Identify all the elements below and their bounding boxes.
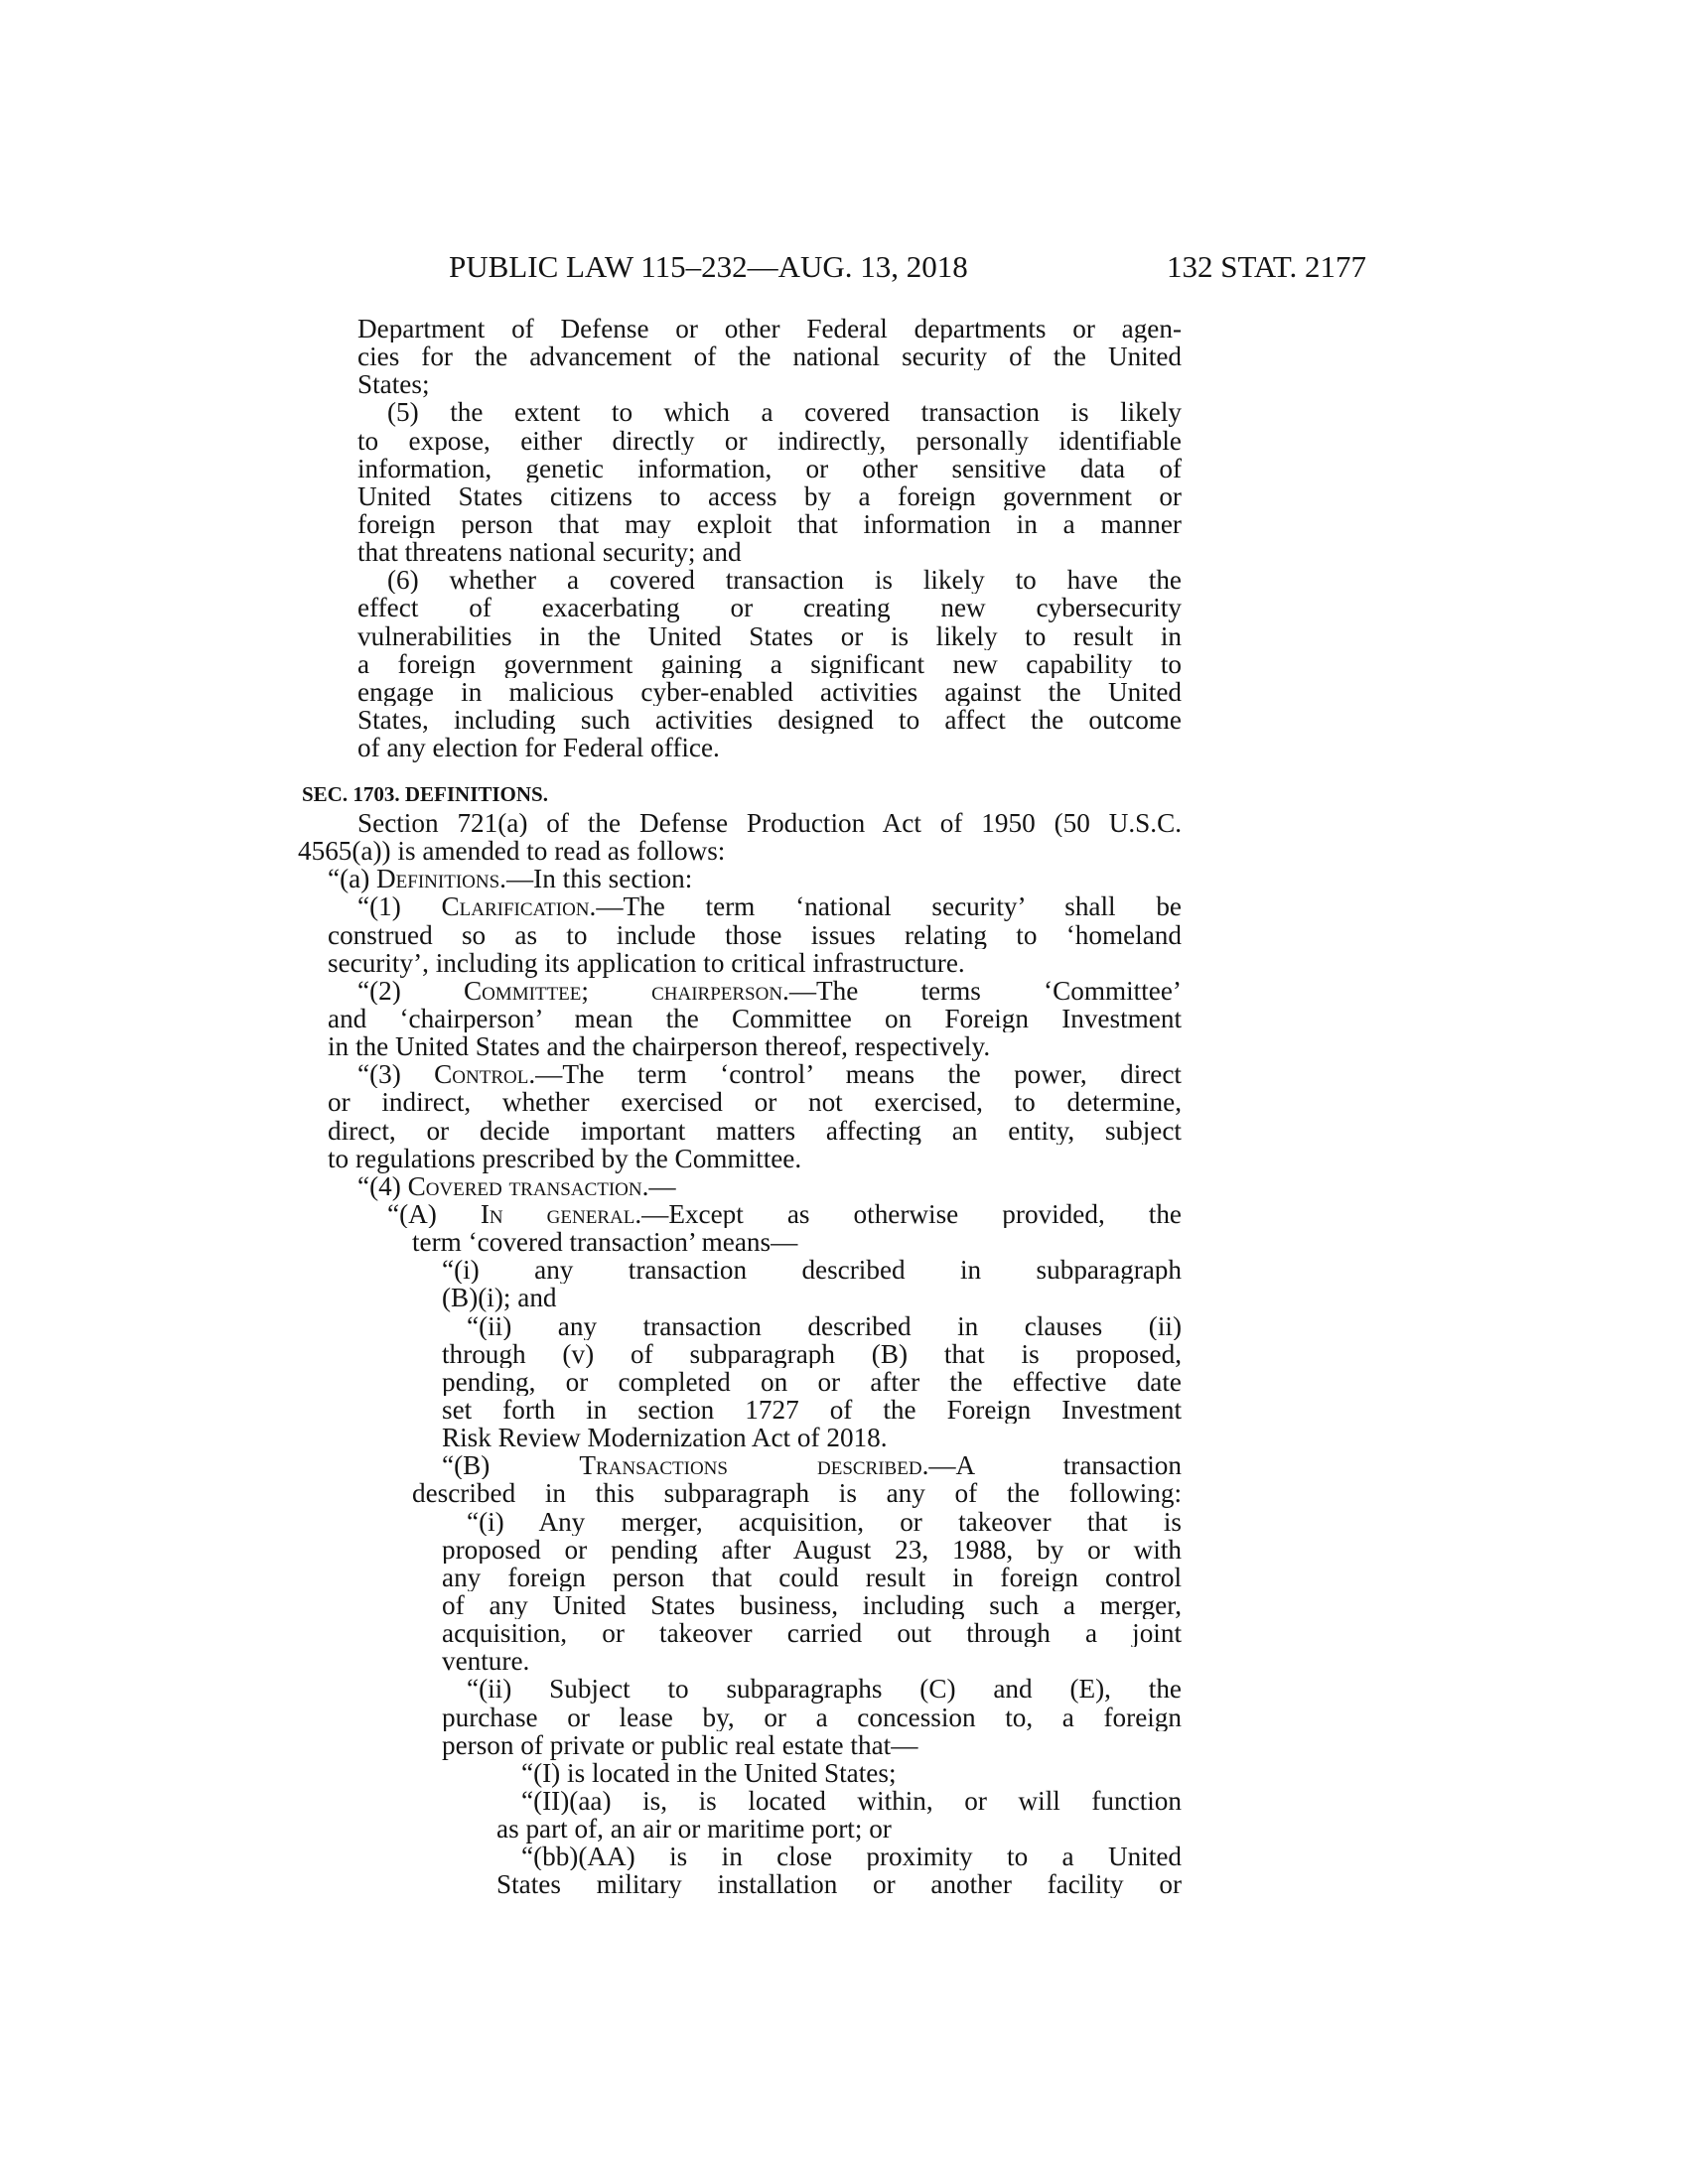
line-text: proposed or pending after August 23, 1988, by or with <box>442 1535 1182 1564</box>
text-line <box>298 622 1182 650</box>
line-text: States; <box>357 369 430 400</box>
line-text: Department of Defense or other Federal departments or agen- <box>357 315 1182 343</box>
line-text: “(B) <box>442 1451 580 1480</box>
text-line <box>298 315 1182 342</box>
line-text: States, including such activities designed to affect the outcome <box>357 705 1182 735</box>
line-text: any foreign person that could result in foreign control <box>442 1563 1182 1591</box>
text-line <box>298 538 1182 566</box>
line-text: “(4) <box>357 1170 408 1201</box>
line-text-rest: .— <box>641 1170 676 1201</box>
line-text: foreign person that may exploit that information in a manner <box>357 509 1182 539</box>
line-text: pending, or completed on or after the effective date <box>442 1367 1182 1396</box>
text-line <box>298 1340 1182 1368</box>
text-line <box>298 977 1182 1005</box>
text-line <box>298 1731 1182 1759</box>
line-text: “(2) <box>357 976 464 1005</box>
line-text: (B)(i); and <box>442 1283 557 1313</box>
line-text: through (v) of subparagraph (B) that is proposed, <box>442 1339 1182 1368</box>
line-text: vulnerabilities in the United States or is likely to result in <box>357 621 1182 650</box>
line-text: to regulations prescribed by the Committee. <box>328 1143 802 1173</box>
line-text: person of private or public real estate that— <box>442 1729 918 1760</box>
text-line <box>298 1508 1182 1536</box>
line-text: engage in malicious cyber-enabled activities against the United <box>357 677 1182 706</box>
paragraph-block-continued <box>298 315 1182 761</box>
line-text: “(ii) any transaction described in clauses (ii) <box>467 1311 1182 1340</box>
text-line <box>298 1591 1182 1619</box>
line-text: States military installation or another facility or <box>496 1870 1182 1899</box>
small-caps-heading: Clarification <box>441 892 590 921</box>
text-line <box>298 921 1182 949</box>
line-text: purchase or lease by, or a concession to, a foreign <box>442 1703 1182 1731</box>
text-line <box>298 1704 1182 1731</box>
text-line <box>298 1647 1182 1675</box>
line-text: of any election for Federal office. <box>357 733 720 763</box>
line-text: direct, or decide important matters affecting an entity, subject <box>328 1116 1182 1145</box>
text-line <box>298 1424 1182 1451</box>
line-text: to expose, either directly or indirectly, personally identifiable <box>357 426 1182 455</box>
small-caps-heading: Covered transaction <box>407 1170 642 1201</box>
text-line <box>298 837 1182 865</box>
text-line <box>298 594 1182 621</box>
text-line <box>298 482 1182 510</box>
line-text: “(bb)(AA) is in close proximity to a United <box>521 1843 1182 1871</box>
line-text: venture. <box>442 1646 530 1677</box>
small-caps-heading: Control <box>434 1060 529 1089</box>
text-line <box>298 455 1182 482</box>
line-text: term ‘covered transaction’ means— <box>412 1227 798 1258</box>
text-line <box>298 1815 1182 1843</box>
text-line <box>298 1368 1182 1396</box>
line-text-rest: .—A transaction <box>921 1451 1182 1480</box>
text-line <box>298 865 1182 892</box>
text-line <box>298 706 1182 734</box>
line-text: (5) the extent to which a covered transaction is likely <box>387 398 1182 427</box>
line-text: “(ii) Subject to subparagraphs (C) and (E), the <box>467 1675 1182 1704</box>
line-text: “(A) <box>387 1199 481 1229</box>
line-text-rest: .—In this section: <box>499 864 693 894</box>
line-text: set forth in section 1727 of the Foreign Investment <box>442 1395 1182 1425</box>
text-line <box>298 1536 1182 1564</box>
line-text: “(II)(aa) is, is located within, or will function <box>521 1786 1182 1816</box>
text-line <box>298 1787 1182 1815</box>
text-line <box>298 1005 1182 1032</box>
text-line <box>298 734 1182 761</box>
small-caps-heading: Transactions described <box>579 1451 922 1480</box>
line-text-rest: .—The terms ‘Committee’ <box>782 976 1182 1005</box>
line-text: “(a) <box>328 864 377 894</box>
line-text-rest: .—Except as otherwise provided, the <box>634 1199 1182 1229</box>
text-line <box>298 1060 1182 1088</box>
text-line <box>298 892 1182 920</box>
line-text: cies for the advancement of the national security of the United <box>357 342 1182 371</box>
text-line <box>298 1870 1182 1898</box>
text-line <box>298 650 1182 678</box>
line-text: “(3) <box>357 1060 435 1089</box>
line-text: or indirect, whether exercised or not exercised, to determine, <box>328 1088 1182 1117</box>
text-line <box>298 1172 1182 1200</box>
text-line <box>298 1284 1182 1311</box>
text-line <box>298 566 1182 594</box>
line-text: security’, including its application to critical infrastructure. <box>328 947 965 978</box>
text-line <box>298 1117 1182 1145</box>
line-text: “(i) any transaction described in subparagraph <box>442 1256 1182 1285</box>
line-text: (6) whether a covered transaction is likely to have the <box>387 566 1182 595</box>
text-line <box>298 1145 1182 1172</box>
text-line <box>298 510 1182 538</box>
line-text: described in this subparagraph is any of the following: <box>412 1479 1182 1508</box>
text-line <box>298 678 1182 706</box>
text-line <box>298 1619 1182 1647</box>
line-text: 4565(a)) is amended to read as follows: <box>298 836 726 867</box>
line-text: “(I) is located in the United States; <box>521 1757 897 1788</box>
text-line <box>298 342 1182 370</box>
text-line <box>298 809 1182 837</box>
line-text: in the United States and the chairperson thereof, respectively. <box>328 1031 991 1062</box>
line-text: a foreign government gaining a significant new capability to <box>357 649 1182 678</box>
paragraph-block-definitions <box>298 809 1182 1898</box>
text-line <box>298 1088 1182 1116</box>
line-text: of any United States business, including such a merger, <box>442 1590 1182 1620</box>
line-text: “(i) Any merger, acquisition, or takeover that is <box>467 1507 1182 1536</box>
text-line <box>298 1843 1182 1870</box>
text-line <box>298 1032 1182 1060</box>
section-heading: SEC. 1703. DEFINITIONS. <box>302 782 548 806</box>
line-text: information, genetic information, or other sensitive data of <box>357 454 1182 482</box>
text-line <box>298 1479 1182 1507</box>
line-text: acquisition, or takeover carried out through a joint <box>442 1619 1182 1648</box>
line-text: Section 721(a) of the Defense Production Act of 1950 (50 U.S.C. <box>357 809 1182 838</box>
line-text-rest: .—The term ‘national security’ shall be <box>589 892 1182 921</box>
text-line <box>298 1312 1182 1340</box>
header-stat-page: 132 STAT. 2177 <box>1166 249 1366 284</box>
line-text: Risk Review Modernization Act of 2018. <box>442 1423 888 1453</box>
text-line <box>298 427 1182 455</box>
text-line <box>298 1256 1182 1284</box>
line-text: United States citizens to access by a foreign government or <box>357 481 1182 510</box>
line-text: as part of, an air or maritime port; or <box>496 1814 892 1844</box>
text-line <box>298 1200 1182 1228</box>
text-line <box>298 1396 1182 1424</box>
text-line <box>298 1759 1182 1787</box>
text-line <box>298 1564 1182 1591</box>
line-text: “(1) <box>357 892 442 921</box>
small-caps-heading: Definitions <box>376 864 500 894</box>
line-text: that threatens national security; and <box>357 537 742 568</box>
line-text-rest: .—The term ‘control’ means the power, direct <box>528 1060 1182 1089</box>
small-caps-heading: Committee; chairperson <box>463 976 783 1005</box>
line-text: effect of exacerbating or creating new cybersecurity <box>357 594 1182 622</box>
text-line <box>298 370 1182 398</box>
line-text: construed so as to include those issues relating to ‘homeland <box>328 920 1182 949</box>
text-line <box>298 1451 1182 1479</box>
line-text: and ‘chairperson’ mean the Committee on Foreign Investment <box>328 1004 1182 1033</box>
text-line <box>298 398 1182 426</box>
header-title: PUBLIC LAW 115–232—AUG. 13, 2018 <box>449 249 968 284</box>
running-header <box>449 244 1366 290</box>
text-line <box>298 1675 1182 1703</box>
text-line <box>298 1228 1182 1256</box>
text-line <box>298 949 1182 977</box>
small-caps-heading: In general <box>480 1199 635 1229</box>
